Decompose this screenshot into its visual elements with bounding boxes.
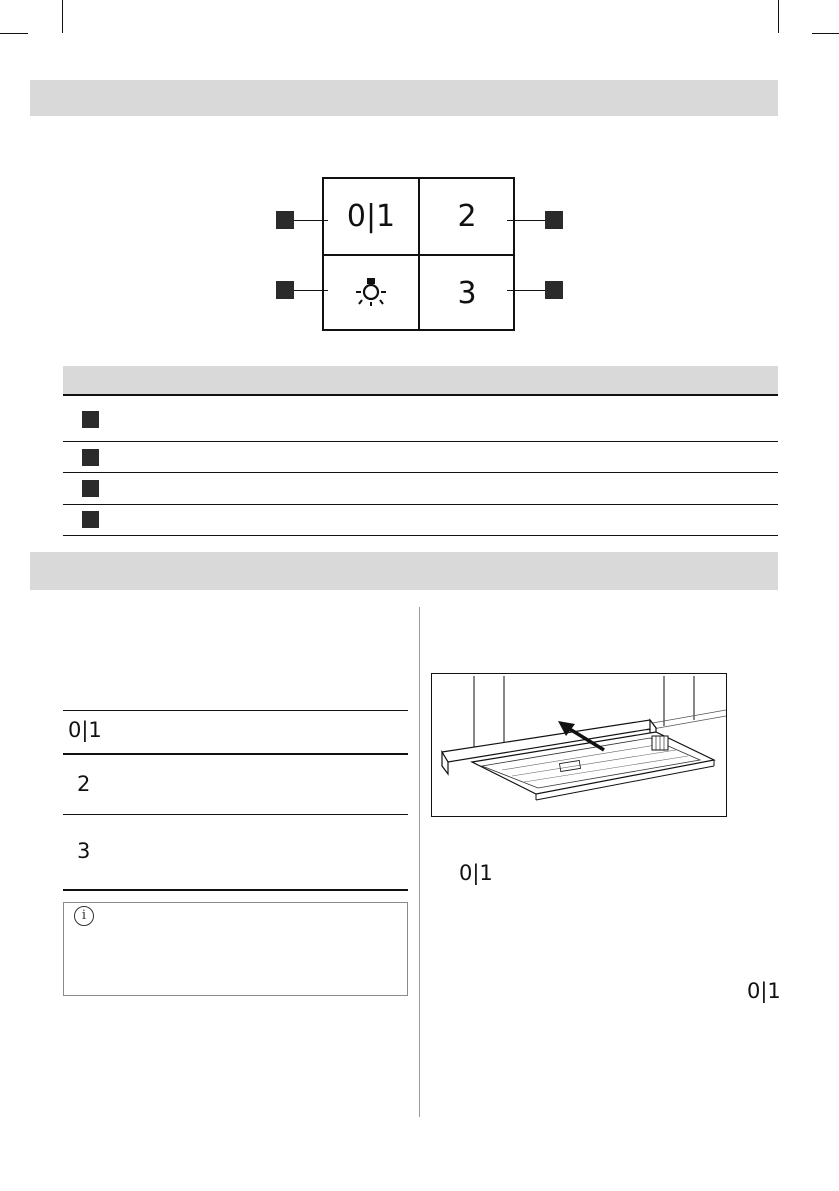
callout-leader-4: [507, 290, 545, 291]
on-off-symbol: 0|1: [747, 979, 781, 1003]
callout-leader-1: [294, 220, 328, 221]
callout-leader-3: [294, 290, 328, 291]
speed-2-symbol: 2: [457, 199, 477, 234]
table-row-marker-2: [82, 449, 99, 466]
control-panel: [322, 177, 515, 331]
on-off-symbol: 0|1: [68, 718, 102, 742]
table-row-marker-1: [82, 411, 99, 428]
table-bottom-rule: [63, 889, 408, 891]
info-note-box: [63, 902, 408, 996]
crop-mark-right: [778, 0, 779, 33]
table-row-divider: [63, 504, 778, 505]
speed-3-symbol: 3: [77, 839, 91, 863]
crop-mark-right-h: [812, 33, 839, 34]
table-header: [63, 366, 778, 396]
callout-leader-2: [507, 220, 545, 221]
table-row-rule: [63, 814, 408, 815]
table-row-divider: [63, 472, 778, 473]
light-bulb-icon: [351, 274, 391, 314]
cooker-hood-illustration: [431, 673, 727, 817]
light-button[interactable]: [324, 256, 418, 331]
info-icon: i: [74, 906, 94, 926]
table-row-divider: [63, 441, 778, 442]
table-row-marker-3: [82, 480, 99, 497]
speed-2-button[interactable]: [420, 179, 514, 254]
speed-3-symbol: 3: [457, 276, 477, 311]
crop-mark-left: [62, 0, 63, 33]
column-divider: [419, 607, 420, 1117]
speed-2-symbol: 2: [77, 772, 91, 796]
section-header-band: [30, 552, 778, 590]
section-header-band: [30, 80, 778, 116]
callout-marker-3: [276, 281, 294, 299]
table-row-marker-4: [82, 511, 99, 528]
speed-3-button[interactable]: [420, 256, 514, 331]
on-off-symbol: 0|1: [346, 199, 396, 234]
callout-marker-2: [545, 211, 563, 229]
table-row-divider: [63, 535, 778, 536]
callout-marker-4: [545, 281, 563, 299]
table-top-rule: [63, 710, 408, 711]
crop-mark-left-h: [0, 33, 28, 34]
on-off-symbol: 0|1: [459, 861, 493, 885]
table-row-rule: [63, 753, 408, 755]
callout-marker-1: [276, 211, 294, 229]
cooker-hood-pull-out-image: [432, 674, 726, 816]
on-off-button[interactable]: [324, 179, 418, 254]
